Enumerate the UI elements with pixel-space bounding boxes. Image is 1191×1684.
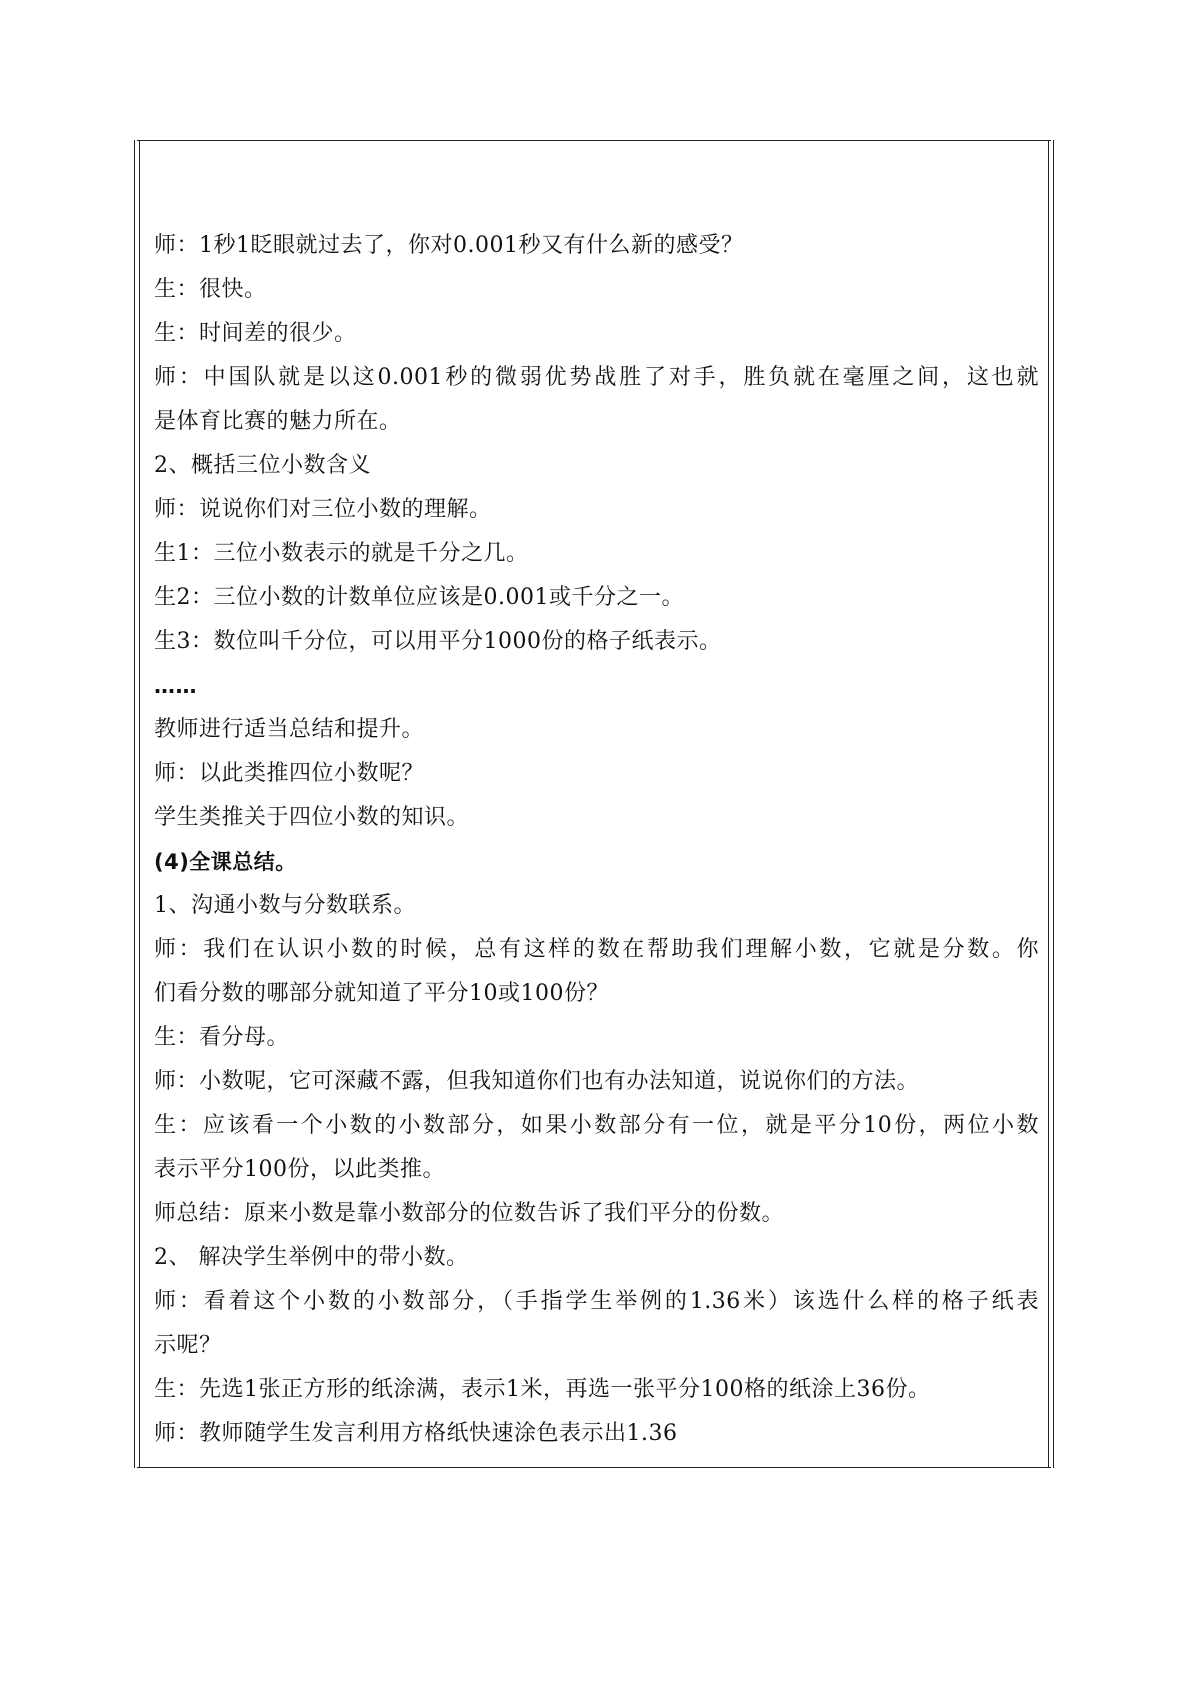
text-line: 师：我们在认识小数的时候，总有这样的数在帮助我们理解小数，它就是分数。你 [154,937,1039,962]
text-line: (4)全课总结。 [154,850,297,874]
text-line: 师：教师随学生发言利用方格纸快速涂色表示出1.36 [154,1421,678,1446]
text-line: …… [154,674,197,698]
text-line: 1、沟通小数与分数联系。 [154,893,416,918]
text-line: 2、 解决学生举例中的带小数。 [154,1245,469,1270]
text-line: 生：先选1张正方形的纸涂满，表示1米，再选一张平分100格的纸涂上36份。 [154,1377,931,1402]
text-line: 表示平分100份，以此类推。 [154,1157,445,1182]
text-line: 们看分数的哪部分就知道了平分10或100份？ [154,981,609,1006]
text-line: 生：时间差的很少。 [154,321,357,346]
text-line: 师：小数呢，它可深藏不露，但我知道你们也有办法知道，说说你们的方法。 [154,1069,920,1094]
text-line: 生：很快。 [154,277,267,302]
text-line: 师：说说你们对三位小数的理解。 [154,497,492,522]
text-line: 生2：三位小数的计数单位应该是0.001或千分之一。 [154,585,684,610]
text-line: 学生类推关于四位小数的知识。 [154,805,470,830]
text-line: 师：1秒1眨眼就过去了，你对0.001秒又有什么新的感受？ [154,233,744,258]
text-line: 师总结：原来小数是靠小数部分的位数告诉了我们平分的份数。 [154,1201,785,1226]
text-line: 生3：数位叫千分位，可以用平分1000份的格子纸表示。 [154,629,722,654]
text-line: 是体育比赛的魅力所在。 [154,409,402,434]
text-line: 生：应该看一个小数的小数部分，如果小数部分有一位，就是平分10份，两位小数 [154,1113,1039,1138]
text-line: 师：看着这个小数的小数部分，（手指学生举例的1.36米）该选什么样的格子纸表 [154,1289,1039,1314]
text-line: 教师进行适当总结和提升。 [154,717,425,742]
text-line: 师：中国队就是以这0.001秒的微弱优势战胜了对手，胜负就在毫厘之间，这也就 [154,365,1039,390]
text-line: 2、概括三位小数含义 [154,453,371,478]
text-line: 生1：三位小数表示的就是千分之几。 [154,541,529,566]
text-line: 示呢？ [154,1333,222,1358]
text-line: 师：以此类推四位小数呢？ [154,761,425,786]
text-line: 生：看分母。 [154,1025,290,1050]
lesson-text [154,224,1039,1456]
